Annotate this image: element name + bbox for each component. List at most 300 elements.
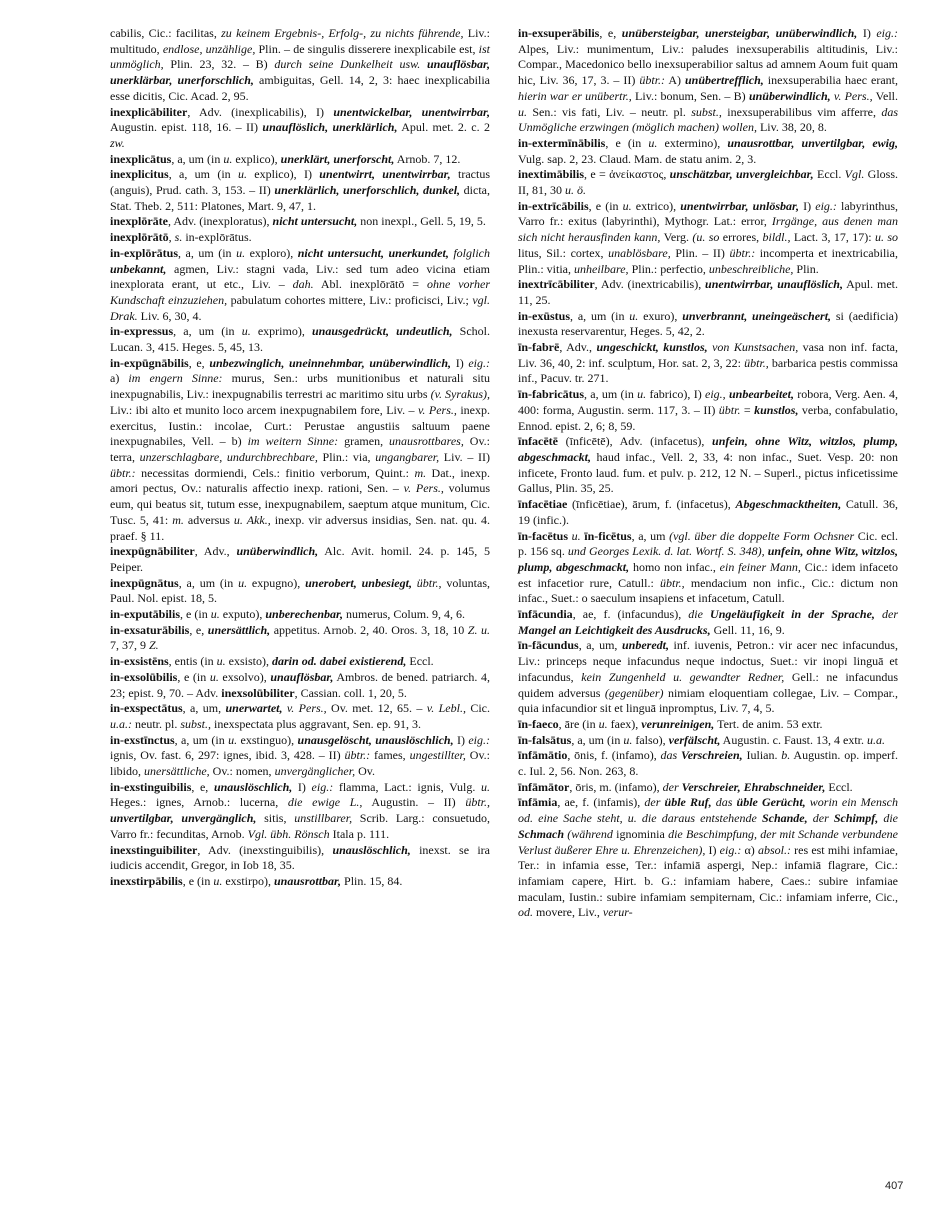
entry-text: labyrinthus, Varro fr.: exitus (labyrinthi), Mythogr. Lat.: error, [518,198,899,229]
entry-text: eig., [705,387,726,402]
entry-headword: īn-falsātus [518,732,572,747]
dictionary-entry [110,780,490,843]
entry-text: das Unmögliche erzwingen (möglich machen) wollen, [518,104,898,135]
entry-text: pabulatum cohortes mittere, Liv.: proficisci, Liv.; [227,292,473,307]
entry-text: , Adv. (inexstinguibilis), [197,842,333,857]
entry-text: Sen.: vis fati, Liv. – neutr. pl. [527,104,692,119]
entry-headword: īn-fācundus [518,638,579,653]
entry-text: ignis, Ov. fast. 6, 297: ignes, ibid. 3, 428. – II) [110,748,345,763]
entry-text: Liv. 6, 30, 4. [137,308,202,323]
entry-headword: inexplicābiliter [110,104,188,119]
entry-text: , Cassian. coll. 1, 20, 5. [294,685,407,700]
entry-text: (u. so [692,230,720,245]
entry-text: und Georges Lexik. d. lat. Wortf. S. 348), [567,544,765,559]
entry-translation: unauflösbar, [270,669,334,684]
entry-text: übtr. [718,402,741,417]
entry-text: explico), [232,151,281,166]
entry-headword: inexstirpābilis [110,873,183,888]
entry-text: , a, um (in [584,387,638,402]
entry-headword: īn-fabrē [518,340,560,355]
entry-text: Eccl. [825,779,853,794]
entry-text: u. Akk., [233,512,271,527]
entry-text: , e, [599,26,622,40]
entry-text: , a, um (in [571,732,624,747]
entry-text: unheilbare, [574,261,629,276]
entry-text: explico), I) [246,167,320,182]
entry-text: Arnob. 7, 12. [394,151,461,166]
entry-text: , ae, f. (infamis), [557,795,645,810]
dictionary-entry [518,795,898,921]
entry-text: (gegenüber) [604,685,664,700]
entry-text: ein feiner Mann, [719,559,801,574]
entry-text [703,607,710,621]
dictionary-entry [518,529,898,608]
entry-text: , Adv., [559,340,597,355]
entry-text: flamma, Lact.: ignis, Vulg. [333,779,482,794]
entry-headword: īnfāmātio [518,748,568,763]
dictionary-entry [518,607,898,638]
entry-text: , e (in [605,135,649,150]
entry-text: endlose, unzählige, [162,41,256,56]
entry-text: Cic. [465,701,490,716]
entry-text: u. [238,575,248,590]
entry-text: barbarica pestis commissa inf., Pacuv. tr. 271. [518,355,898,386]
entry-text: falso), [632,732,669,747]
entry-text: mendacium non infic., Cic.: dictum non infac., Suet.: o saeculum insapiens et infacetum, Catull. [518,575,898,606]
entry-headword: īnfacētē [518,434,558,449]
entry-text: , a, um (in [168,167,238,182]
entry-text: fabrico), I) [646,387,705,402]
entry-text: , a, um [631,528,670,543]
entry-headword: īnfacētiae [518,497,568,512]
entry-translation: unübersteigbar, unersteigbar, unüberwindlich, [621,26,858,40]
entry-headword: inexsolūbiliter [221,685,295,700]
entry-text: α) [741,842,758,857]
entry-text: , Adv., [194,544,237,559]
entry-text: Iulian. [742,748,782,763]
entry-text: Augustin. op. imperf. c. Iul. 2, 56. Non. 263, 8. [518,748,899,779]
dictionary-entry [110,167,490,214]
entry-text: das [715,795,733,810]
entry-text: , a, um (in [173,324,242,339]
entry-text: Tert. de anim. 53 extr. [714,716,823,731]
entry-text: v. Pers., [833,88,873,103]
entry-text: dah. [292,277,314,292]
entry-translation: unbekannt, [110,261,167,276]
entry-text: zw. [110,135,125,150]
entry-text: Plin.: via, [317,449,376,464]
dictionary-entry [110,324,490,355]
entry-text: Eccl. [813,167,845,182]
entry-text: Ambros. de bened. patriarch. 4, 23; epist. 9, 70. – Adv. [110,669,491,700]
entry-translation: Mangel an Leichtigkeit des Ausdrucks, [518,622,711,637]
entry-text: u. [223,151,233,166]
entry-headword: in-exstīnctus [110,732,175,747]
entry-text: (v. Syrakus), [430,387,491,402]
entry-text: Vell. [872,88,898,103]
entry-headword: inexpūgnābiliter [110,544,195,559]
entry-text: , e (in [588,198,623,213]
entry-text: nimiam eloquentiam collegae, Liv. – Compar., quia infacundior sit et linguā inpromptus, Liv. 7, 4, 5. [518,685,898,716]
entry-text: u. [228,732,238,747]
entry-translation: unauflösbar, unerklärbar, unerforschlich, [110,57,491,88]
entry-text: unersättliche, [144,764,210,779]
entry-translation: Ungeläufigkeit in der Sprache, [710,607,875,622]
entry-text: m. [172,512,184,527]
entry-text: die [883,811,899,826]
entry-text: , [168,230,175,245]
dictionary-entry [110,623,490,654]
entry-text: Verg. [660,230,693,245]
entry-text: übtr., [465,795,490,810]
entry-text: expugno), [247,575,306,590]
entry-text: eig.: [468,355,490,370]
entry-translation: üble Gerücht, [736,795,806,810]
entry-text: Apul. met. 2. c. 2 [397,120,490,135]
dictionary-entry [110,356,490,544]
dictionary-entry [110,843,490,874]
entry-text: der [812,811,829,826]
entry-translation: kunstlos, [754,402,799,417]
entry-text: vasa non inf. facta, Liv. 36, 40, 2: inf. sculptum, Hor. sat. 2, 3, 22: [518,340,899,370]
entry-text: exstinguo), [237,732,298,747]
entry-headword: inexplōrāte [110,214,168,229]
entry-text: v. Pers., [286,701,327,716]
entry-headword: inexstinguibiliter [110,842,198,857]
entry-translation: nicht untersucht, unerkundet, [297,245,449,260]
entry-text: I) [705,842,720,857]
entry-text: , entis (in [168,654,217,669]
entry-headword: in-exspectātus [110,701,183,716]
entry-text: Ov.: nomen, [209,764,275,779]
entry-text: u. [237,167,247,182]
entry-text: Catull. 36, 19 (infic.). [518,497,898,527]
dictionary-entry [518,199,898,278]
entry-text: , e, [189,622,208,637]
entry-translation: Abgeschmacktheiten, [735,497,842,512]
entry-translation: unausgelöscht, unauslöschlich, [297,732,454,747]
entry-text: Plin.: perfectio, [628,261,709,276]
entry-text: unzerschlagbare, undurchbrechbare, [139,449,318,464]
entry-text: u. so [874,230,899,245]
entry-text: Ov.: terra, [110,434,491,464]
entry-text: eig.: [719,842,742,857]
entry-text: I) [857,26,877,40]
entry-translation: üble Ruf, [664,795,712,810]
entry-text: das [660,748,678,763]
entry-text: od. [518,905,533,920]
entry-translation: unauslöschlich, [213,779,293,794]
entry-translation: unverbrannt, uneingeäschert, [682,308,832,323]
entry-text: Plin. 15, 84. [341,873,403,888]
entry-text: exploro), [245,245,298,260]
entry-text: Cic. ecl. p. 156 sq. [518,528,899,559]
entry-text: b. [781,748,791,763]
entry-text: übtr.: [110,465,136,480]
entry-text: folglich [453,245,491,260]
entry-text: u. [629,308,639,323]
entry-text: worin ein Mensch od. eine Sache steht, u. die daraus entstehende [518,795,898,826]
dictionary-entry [110,26,490,105]
entry-text: u. [213,873,223,888]
entry-text: Itala p. 111. [329,826,390,841]
entry-text: Plin. – de singulis disserere inexplicabile est, [255,41,479,56]
entry-text: appetitus. Arnob. 2, 40. Oros. 3, 18, 10 [270,622,468,637]
entry-text: vgl. Drak. [110,292,490,323]
entry-translation: unerobert, unbesiegt, [305,575,412,590]
entry-text: ohne vorher Kundschaft einzuziehen, [110,277,490,307]
entry-text: fames, [370,748,410,763]
entry-text: sitis, [256,811,295,826]
dictionary-entry [518,26,898,136]
entry-text: exprimo), [250,324,312,339]
entry-text: A) [665,73,685,88]
dictionary-entry [110,576,490,607]
entry-headword: in-exsistēns [110,654,169,669]
entry-text: extrico), [631,198,681,213]
entry-text: ignominia [612,826,669,841]
entry-text: I) [799,198,816,213]
entry-text: inexsuperabilia haec erant, [763,73,898,88]
entry-text: kein Zungenheld u. gewandter Redner, [581,669,785,684]
entry-text: exuro), [638,308,683,323]
entry-headword: īn-facētus [518,528,568,543]
entry-headword: in-exstinguibilis [110,779,192,794]
entry-text: , Adv. (inextricabilis), [594,277,706,292]
dictionary-entry [518,717,898,733]
page-number: 407 [885,1180,904,1192]
entry-headword: inexplicitus [110,167,169,182]
entry-text: Liv. 38, 20, 8. [756,120,827,135]
entry-headword: īnfācundia [518,607,573,622]
entry-text: Abl. inexplōrātō = [313,277,427,292]
entry-text: Liv. – II) [439,449,490,464]
entry-headword: in-exsaturābilis [110,622,190,637]
entry-headword: inextimābilis [518,167,585,182]
entry-text: unstillbarer, [294,811,353,826]
entry-text: u. [481,779,491,794]
entry-text: dicta, Stat. Theb. 2, 511: Platones, Mart. 9, 47, 1. [110,183,490,213]
entry-translation: unausgedrückt, undeutlich, [311,324,453,339]
entry-text: tractus (anguis), Prud. cath. 3, 153. – II) [110,167,490,198]
entry-text: inexst. se ira iudicis accendit, Gregor, in Iob 18, 35. [110,842,490,873]
dictionary-entry [110,874,490,890]
entry-text: , e (in [177,669,210,684]
entry-headword: īn-faeco [518,716,559,731]
entry-translation: unberechenbar, [265,607,344,622]
entry-text: ungestillter, [409,748,466,763]
entry-translation: nicht untersucht, [272,214,358,229]
entry-text: movere, Liv., [533,905,603,920]
entry-translation: Schimpf, [833,811,879,826]
entry-headword: in-extermīnābilis [518,135,606,150]
entry-text: I) [453,732,469,747]
entry-text: haud infac., Vell. 2, 33, 4: non infac., Suet. Vesp. 20: non inficete, Fronto laud. fum. et pulv. p. 212, 12 N. – Superl., pictus inficetissime Gallus, Plin. 35, 25. [518,449,898,496]
entry-translation: unvertilgbar, unvergänglich, [110,811,257,826]
entry-text: inexp. exercitus, Iustin.: incolae, Curt.: Perustae angustiis saltuum paene inexpugnabiles, Vell. – b) [110,402,491,449]
entry-translation: unerklärt, unerforscht, [280,151,395,166]
entry-translation: verunreinigen, [641,716,715,731]
entry-translation: unausrottbar, [274,873,342,888]
entry-text: die Beschimpfung, der mit Schande verbundene Verlust äußerer Ehre u. Ehrenzeichen), [518,826,899,857]
entry-translation: unbezwinglich, uneinnehmbar, unüberwindlich, [209,355,452,370]
entry-text: Plin. [793,261,819,276]
entry-text: Vgl. [844,167,865,182]
entry-text: exsolvo), [218,669,271,684]
entry-text: inexspectata plus aggravant, Sen. ep. 91, 3. [211,716,421,731]
right-column [518,26,898,921]
entry-text: v. Pers., [418,402,457,417]
entry-text: u.a.: [110,716,132,731]
entry-text: Apul. met. 11, 25. [518,277,898,307]
entry-text: in-explōrātus. [182,230,252,245]
entry-text: übtr.: [344,748,371,763]
entry-text: a) [110,371,129,386]
entry-text: Vgl. übh. Rönsch [247,826,330,841]
entry-text: non inexpl., Gell. 5, 19, 5. [357,214,486,229]
entry-text: Plin. 23, 32. – B) [163,57,275,72]
entry-text: unvergänglicher, [274,764,356,779]
entry-translation: ungeschickt, kunstlos, [596,340,708,355]
entry-text: 7, 37, 9 [110,638,149,653]
entry-text: Augustin. c. Faust. 13, 4 extr. [720,732,867,747]
entry-text: die [688,607,703,622]
entry-text: Alpes, Liv.: munimentum, Liv.: paludes inexsuperabilis altitudinis, Liv.: Compar., Macedonico bello inexsuperabilior saltus ad amnem Aoum fuit quam hic, Liv. 36, 17, 3. – II) [518,41,898,88]
entry-text: u. ö. [565,183,586,198]
entry-text: exsisto), [225,654,273,669]
entry-text: m. [414,465,427,480]
entry-text: I) [292,779,312,794]
entry-text: gramen, [338,434,390,449]
entry-translation: verfälscht, [668,732,721,747]
entry-text: inexsuperabilibus vim afferre, [721,104,882,119]
entry-text: Liv.: multitudo, [110,26,490,56]
dictionary-entry [518,136,898,167]
entry-text: unausrottbares, [389,434,464,449]
entry-text: Plin. – II) [670,245,730,260]
entry-text: hierin war er unübertr., [518,88,632,103]
dictionary-entry [110,654,490,670]
entry-text: Liv.: ibi alto et munito loco arcem inexpugnabilem fore, Liv. – [110,402,418,417]
dictionary-entry [518,780,898,796]
entry-text: eig.: [468,732,490,747]
entry-text: v. Pers., [403,481,444,496]
entry-headword: īn-fabricātus [518,387,584,402]
entry-text: , e, [191,779,214,794]
entry-text: , e, [188,355,210,370]
dictionary-entry [110,701,490,732]
entry-text: Alc. Avit. homil. 24. p. 145, 5 Peiper. [110,544,490,574]
entry-text: Ov. met. 12, 65. – [326,701,427,716]
entry-text: , ae, f. (infacundus), [572,607,689,622]
entry-text: übtr., [744,355,769,370]
dictionary-entry [518,340,898,387]
entry-text: Dat., inexp. amori pectus, Ov.: naturalis affectio inexp. rationi, Sen. – [110,465,490,496]
entry-text: übtr., [416,575,442,590]
dictionary-entry [110,607,490,623]
dictionary-entry [110,733,490,780]
entry-text: , e (in [182,873,214,888]
entry-text: litus, Sil.: cortex, [518,245,609,260]
entry-translation: unüberwindlich, [236,544,319,559]
dictionary-entry [110,105,490,152]
entry-text: verba, confabulatio, Ennod. epist. 2, 6; 8, 59. [518,402,898,433]
entry-text: Z. u. [467,622,490,637]
dictionary-entry [518,434,898,497]
dictionary-entry [110,544,490,575]
entry-text: , e (in [180,607,211,622]
entry-text [420,57,427,71]
entry-text: durch seine Dunkelheit usw. [274,57,421,72]
dictionary-entry [518,748,898,779]
entry-text: exstirpo), [222,873,274,888]
entry-text: v. Lebl., [426,701,466,716]
entry-text: u. [241,324,251,339]
entry-headword: in-expressus [110,324,174,339]
entry-text: inexp. vir adversus insidias, Sen. nat. qu. 4. praef. § 11. [110,512,490,543]
entry-text: die ewige L., [287,795,363,810]
dictionary-entry [518,497,898,528]
entry-text: , a, um (in [171,151,224,166]
entry-text: inf. iuvenis, Petron.: vir acer nec infacundus, Liv.: princeps neque infacundus neque indoctus, Suet.: vir inopi linguā et infacundus, [518,638,898,684]
entry-headword: in-extrīcābilis [518,198,589,213]
entry-text: (īnficētiae), ārum, f. (infacetus), [567,497,736,512]
entry-text: Ov. [355,764,375,779]
entry-text: , a, um, [182,701,226,716]
dictionary-entry [110,670,490,701]
entry-translation: unersättlich, [207,622,271,637]
dictionary-entry [110,214,490,230]
dictionary-entry [518,733,898,749]
entry-text: = [740,402,755,417]
entry-text: Schol. Lucan. 3, 415. Heges. 5, 45, 13. [110,324,490,355]
entry-headword: in-exputābilis [110,607,181,622]
entry-translation: unerwartet, [225,701,283,716]
entry-headword: īnfāmia [518,795,558,810]
entry-text: Gell.: ne infacundus quidem adversus [518,669,898,700]
entry-translation: unauflöslich, unerklärlich, [262,120,398,135]
entry-text: agmen, Liv.: stagni vada, Liv.: sed tum adeo vicina etiam inexplorata erant, ut etc., Liv. – [110,261,490,292]
entry-translation: unausrottbar, unvertilgbar, ewig, [727,135,899,150]
entry-text: verur- [602,905,633,920]
dictionary-entry [110,152,490,168]
entry-text: eig.: [311,779,334,794]
entry-text: ist unmöglich, [110,41,490,72]
entry-headword: īnfāmātor [518,779,570,794]
entry-text: murus, Sen.: urbs munitionibus et naturali situ inexpugnabilis, Liv.: inexpugnabilis terrestri ac maritimo situ urbs [110,371,491,402]
entry-translation: Verschreien, [681,748,743,763]
entry-translation: unbearbeitet, [728,387,794,402]
entry-text: I) [451,355,469,370]
entry-text: res est mihi infamiae, Ter.: in infamia esse, Ter.: infamiā aspergi, Nep.: infamiā flagrare, Cic.: infamiam capere, Hirt. b. G.: infamiam habere, Caes.: subire infamiae maculam, Iustin.: subire infamiam sempiternam, Cic.: infamiam inferre, Cic., [518,842,898,904]
entry-text: unablösbare, [608,245,671,260]
entry-text: subst., [691,104,722,119]
left-column [110,26,490,890]
entry-text: Gloss. II, 81, 30 [518,167,898,198]
dictionary-entry [518,387,898,434]
entry-headword: inexplōrātō [110,230,169,245]
entry-text: (vgl. über die doppelte Form Ochsner [669,528,855,543]
entry-text: ungangbarer, [375,449,440,464]
entry-text: Lact. 3, 17, 17): [790,230,875,245]
entry-text: , ōnis, f. (infamo), [567,748,661,763]
entry-text: errores, [719,230,763,245]
entry-text: Eccl. [406,654,434,669]
entry-headword: in-explōrātus [110,245,179,260]
entry-text: , a, um (in [178,245,237,260]
entry-headword: īn-ficētus [584,528,632,543]
entry-headword: in-expūgnābilis [110,355,189,370]
